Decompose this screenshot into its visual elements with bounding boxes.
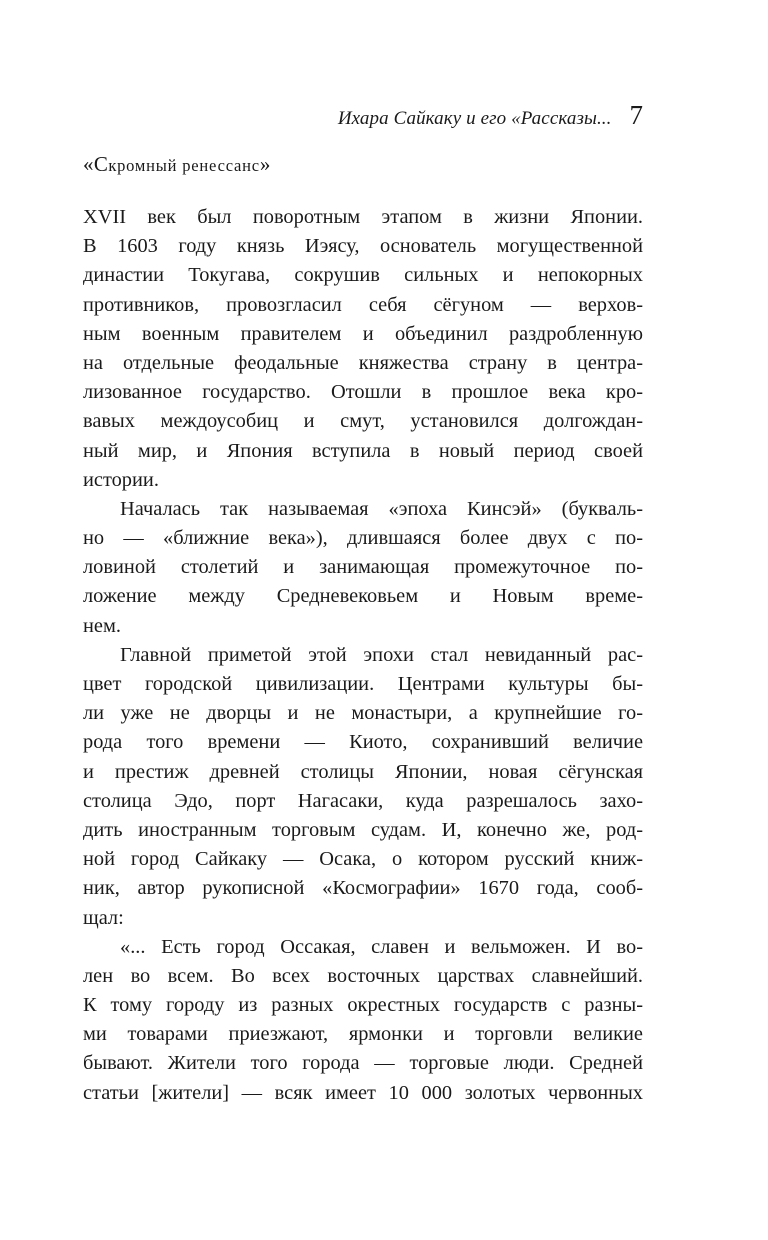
- text-line: ли уже не дворцы и не монастыри, а крупнейшие го-: [83, 702, 643, 725]
- text-line: В 1603 году князь Иэясу, основатель могущественной: [83, 235, 643, 258]
- text-line: ловиной столетий и занимающая промежуточное по-: [83, 556, 643, 579]
- text-line: но — «ближние века»), длившаяся более двух с по-: [83, 527, 643, 550]
- page-number: 7: [629, 100, 643, 130]
- text-line: противников, провозгласил себя сёгуном — верхов-: [83, 293, 643, 316]
- text-line: цвет городской цивилизации. Центрами культуры бы-: [83, 673, 643, 695]
- running-header: [338, 100, 643, 131]
- paragraph: [83, 495, 643, 641]
- text-line: рода того времени — Киото, сохранивший величие: [83, 731, 643, 754]
- text-line: бывают. Жители того города — торговые люди. Средней: [83, 1052, 643, 1075]
- section-title-rest: кромный ренессанс: [108, 156, 260, 175]
- section-title-close: »: [259, 152, 271, 176]
- text-line: ложение между Средневековьем и Новым време-: [83, 585, 643, 608]
- text-line: истории.: [83, 468, 159, 491]
- text-line: Главной приметой этой эпохи стал невиданный рас-: [120, 643, 643, 666]
- text-line: Началась так называемая «эпоха Кинсэй» (букваль-: [120, 497, 643, 520]
- paragraph: [83, 933, 643, 1108]
- text-line: и престиж древней столицы Японии, новая сёгунская: [83, 760, 643, 783]
- text-line: «... Есть город Оссакая, славен и вельможен. И во-: [120, 935, 643, 958]
- text-line: XVII век был поворотным этапом в жизни Японии.: [83, 206, 643, 228]
- text-line: династии Токугава, сокрушив сильных и непокорных: [83, 264, 643, 287]
- text-line: ным военным правителем и объединил раздробленную: [83, 322, 643, 345]
- text-line: К тому городу из разных окрестных государств с разны-: [83, 994, 643, 1017]
- text-line: ник, автор рукописной «Космографии» 1670 года, сооб-: [83, 877, 643, 900]
- text-line: ной город Сайкаку — Осака, о котором русский книж-: [83, 848, 643, 871]
- book-page: [83, 0, 643, 1240]
- running-title: Ихара Сайкаку и его «Рассказы...: [337, 108, 612, 129]
- section-title-initial: «С: [83, 152, 109, 176]
- body-text: [83, 203, 643, 1108]
- text-line: лен во всем. Во всех восточных царствах славнейший.: [83, 964, 643, 987]
- paragraph: [83, 203, 643, 495]
- text-line: вавых междоусобиц и смут, установился долгождан-: [83, 410, 643, 433]
- text-line: ный мир, и Япония вступила в новый период своей: [83, 439, 643, 462]
- text-line: нем.: [83, 614, 121, 637]
- text-line: дить иностранным торговым судам. И, конечно же, род-: [83, 818, 643, 841]
- text-line: статьи [жители] — всяк имеет 10 000 золотых червонных: [83, 1081, 643, 1104]
- section-title: [83, 152, 271, 177]
- text-line: щал:: [83, 906, 124, 929]
- text-line: столица Эдо, порт Нагасаки, куда разрешалось захо-: [83, 789, 643, 812]
- text-line: лизованное государство. Отошли в прошлое века кро-: [83, 381, 643, 404]
- text-line: на отдельные феодальные княжества страну в центра-: [83, 351, 643, 374]
- paragraph: [83, 641, 643, 933]
- text-line: ми товарами приезжают, ярмонки и торговли великие: [83, 1023, 643, 1046]
